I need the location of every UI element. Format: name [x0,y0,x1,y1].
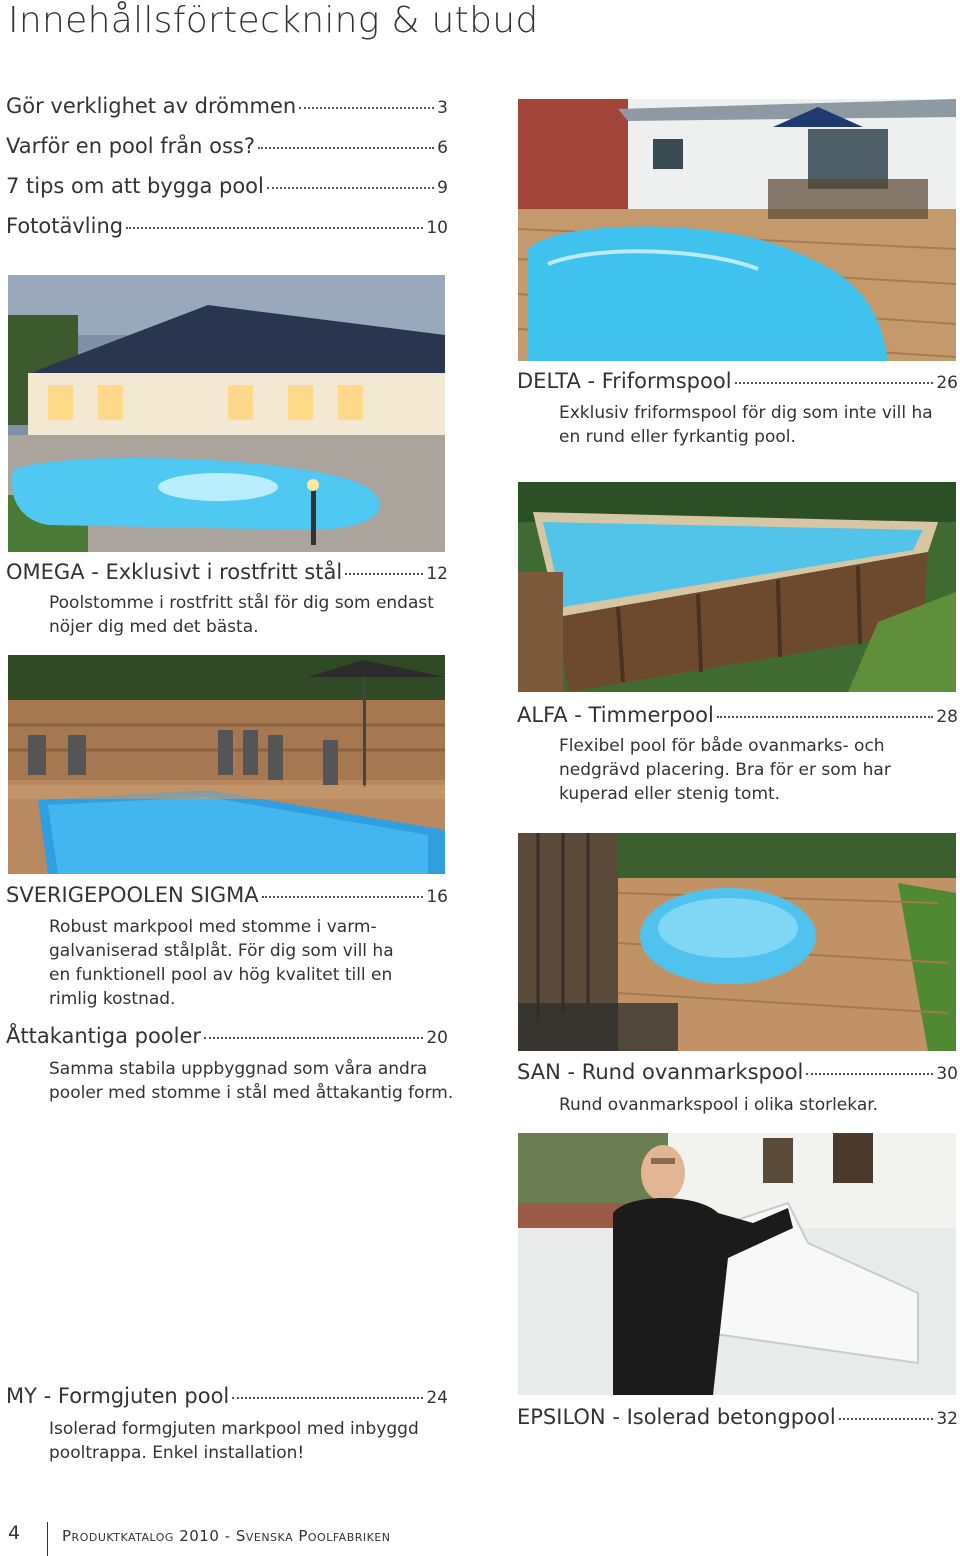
toc-item-label: Gör verklighet av drömmen [6,94,297,118]
footer-text: Produktkatalog 2010 - Svenska Poolfabriken [62,1527,391,1545]
toc-item-my[interactable] [6,1384,448,1408]
page-title: Innehållsförteckning & utbud [8,0,539,41]
toc-item-label: MY - Formgjuten pool [6,1384,230,1408]
toc-item-label: SVERIGEPOOLEN SIGMA [6,883,259,907]
delta-description: Exklusiv friformspool för dig som inte vill ha en rund eller fyrkantig pool. [559,403,933,447]
toc-item-label: Åttakantiga pooler [6,1024,202,1048]
toc-leader [299,107,434,109]
toc-leader [735,382,934,384]
toc-item-page: 26 [936,373,958,393]
toc-item-page: 10 [426,218,448,238]
toc-leader [806,1073,933,1075]
toc-item[interactable] [6,94,448,118]
toc-item-page: 28 [936,707,958,727]
alfa-pool-photo [518,482,956,692]
delta-pool-photo [518,99,956,361]
footer-page-number: 4 [8,1522,21,1544]
toc-item-page: 32 [936,1409,958,1429]
toc-item-label: ALFA - Timmerpool [517,703,714,727]
san-description: Rund ovanmarkspool i olika storlekar. [559,1095,879,1115]
toc-item-label: 7 tips om att bygga pool [6,174,264,198]
toc-leader [232,1397,423,1399]
toc-item-page: 3 [437,98,448,118]
toc-item-page: 24 [426,1388,448,1408]
octagonal-description: Samma stabila uppbyggnad som våra andra pooler med stomme i stål med åttakantig form. [49,1059,454,1103]
san-pool-photo [518,833,956,1051]
sigma-description: Robust markpool med stomme i varm- galvaniserad stålplåt. För dig som vill ha en funktionell pool av hög kvalitet till en rimlig kostnad. [49,917,394,1009]
toc-item[interactable] [6,214,448,238]
toc-leader [126,227,423,229]
toc-leader [262,896,424,898]
toc-item-delta[interactable] [517,369,958,393]
toc-item-epsilon[interactable] [517,1405,958,1429]
omega-description: Poolstomme i rostfritt stål för dig som endast nöjer dig med det bästa. [49,593,434,637]
toc-leader [345,573,423,575]
toc-item[interactable] [6,134,448,158]
toc-item-page: 30 [936,1064,958,1084]
toc-leader [267,187,434,189]
epsilon-pool-photo [518,1133,956,1395]
toc-item-label: SAN - Rund ovanmarkspool [517,1060,804,1084]
toc-item-page: 6 [437,138,448,158]
toc-leader [839,1418,934,1420]
toc-item-page: 16 [426,887,448,907]
toc-leader [717,716,934,718]
toc-item-omega[interactable] [6,560,448,584]
sigma-pool-photo [8,655,445,874]
my-description: Isolerad formgjuten markpool med inbyggd pooltrappa. Enkel installation! [49,1419,419,1463]
toc-item-page: 20 [426,1028,448,1048]
toc-item-alfa[interactable] [517,703,958,727]
toc-item-page: 9 [437,178,448,198]
toc-item-octagonal[interactable] [6,1024,448,1048]
omega-pool-photo [8,275,445,552]
toc-leader [204,1037,423,1039]
toc-item-label: Fototävling [6,214,124,238]
toc-item-san[interactable] [517,1060,958,1084]
footer-divider [47,1522,48,1556]
alfa-description: Flexibel pool för både ovanmarks- och nedgrävd placering. Bra för er som har kuperad eller stenig tomt. [559,736,891,804]
toc-item-page: 12 [426,564,448,584]
toc-item[interactable] [6,174,448,198]
toc-item-label: Varför en pool från oss? [6,134,255,158]
toc-item-sigma[interactable] [6,883,448,907]
toc-leader [258,147,434,149]
toc-item-label: EPSILON - Isolerad betongpool [517,1405,836,1429]
toc-item-label: DELTA - Friformspool [517,369,732,393]
toc-item-label: OMEGA - Exklusivt i rostfritt stål [6,560,343,584]
